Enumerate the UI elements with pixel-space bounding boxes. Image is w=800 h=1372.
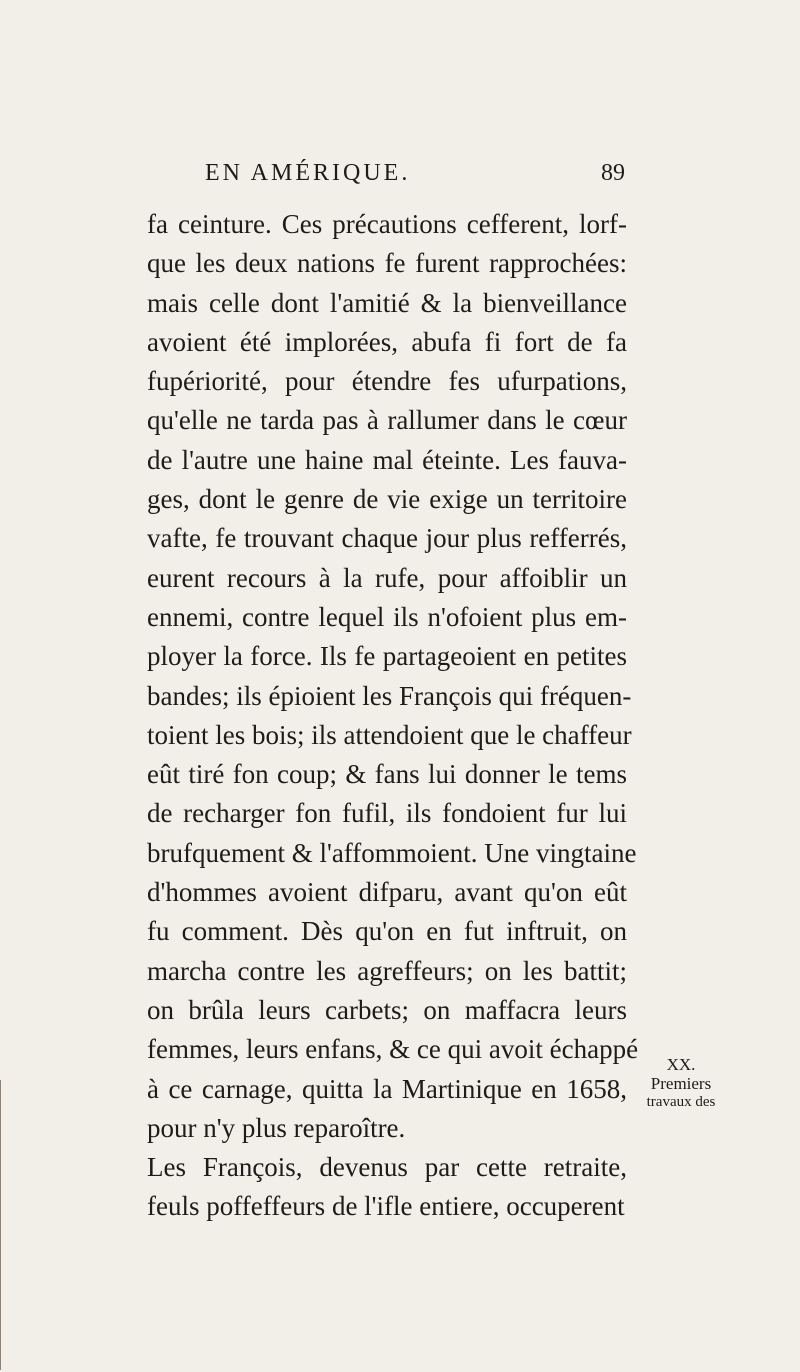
text-line: mais celle dont l'amitié & la bienveillance	[147, 287, 627, 318]
page-number: 89	[601, 160, 625, 186]
text-line: bandes; ils épioient les François qui fréquen-	[147, 680, 632, 711]
text-line: fupériorité, pour étendre fes ufurpations,	[147, 366, 627, 397]
text-line: toient les bois; ils attendoient que le chaffeur	[147, 719, 632, 750]
text-line: que les deux nations fe furent rapprochées:	[147, 248, 627, 279]
text-line: fu comment. Dès qu'on en fut inftruit, on	[147, 916, 627, 947]
text-line: Les François, devenus par cette retraite,	[147, 1152, 627, 1183]
text-line: brufquement & l'affommoient. Une vingtaine	[147, 837, 637, 868]
text-line: eurent recours à la rufe, pour affoiblir un	[147, 562, 627, 593]
text-line: d'hommes avoient difparu, avant qu'on eût	[147, 877, 627, 908]
text-line: qu'elle ne tarda pas à rallumer dans le cœur	[147, 405, 627, 436]
text-line: fa ceinture. Ces précautions cefferent, lorf-	[147, 209, 627, 239]
body-text	[147, 205, 639, 1227]
text-line: avoient été implorées, abufa fi fort de fa	[147, 326, 627, 357]
text-line: marcha contre les agreffeurs; on les battit;	[147, 955, 627, 986]
text-line: ployer la force. Ils fe partageoient en petites	[147, 641, 627, 672]
margin-note	[636, 1055, 726, 1112]
text-line: eût tiré fon coup; & fans lui donner le tems	[147, 759, 627, 790]
page-edge-line	[0, 1080, 1, 1370]
text-line: pour n'y plus reparoître.	[147, 1112, 406, 1143]
text-line: vafte, fe trouvant chaque jour plus refferrés,	[147, 523, 627, 554]
text-line: ennemi, contre lequel ils n'ofoient plus em-	[147, 601, 627, 632]
margin-note-line-1: Premiers	[650, 1074, 712, 1093]
text-line: de recharger fon fufil, ils fondoient fur lui	[147, 798, 627, 829]
margin-note-line-2: travaux des	[646, 1094, 716, 1110]
text-line: de l'autre une haine mal éteinte. Les fauva-	[147, 444, 627, 475]
text-line: ges, dont le genre de vie exige un territoire	[147, 484, 627, 515]
running-header	[205, 160, 625, 187]
running-title: EN AMÉRIQUE.	[205, 160, 411, 186]
text-line: on brûla leurs carbets; on maffacra leurs	[147, 994, 627, 1025]
margin-note-number: XX.	[666, 1055, 696, 1074]
text-line: femmes, leurs enfans, & ce qui avoit échappé	[147, 1034, 639, 1065]
text-line: à ce carnage, quitta la Martinique en 1658,	[147, 1073, 627, 1104]
text-line: feuls poffeffeurs de l'ifle entiere, occuperent	[147, 1191, 625, 1222]
